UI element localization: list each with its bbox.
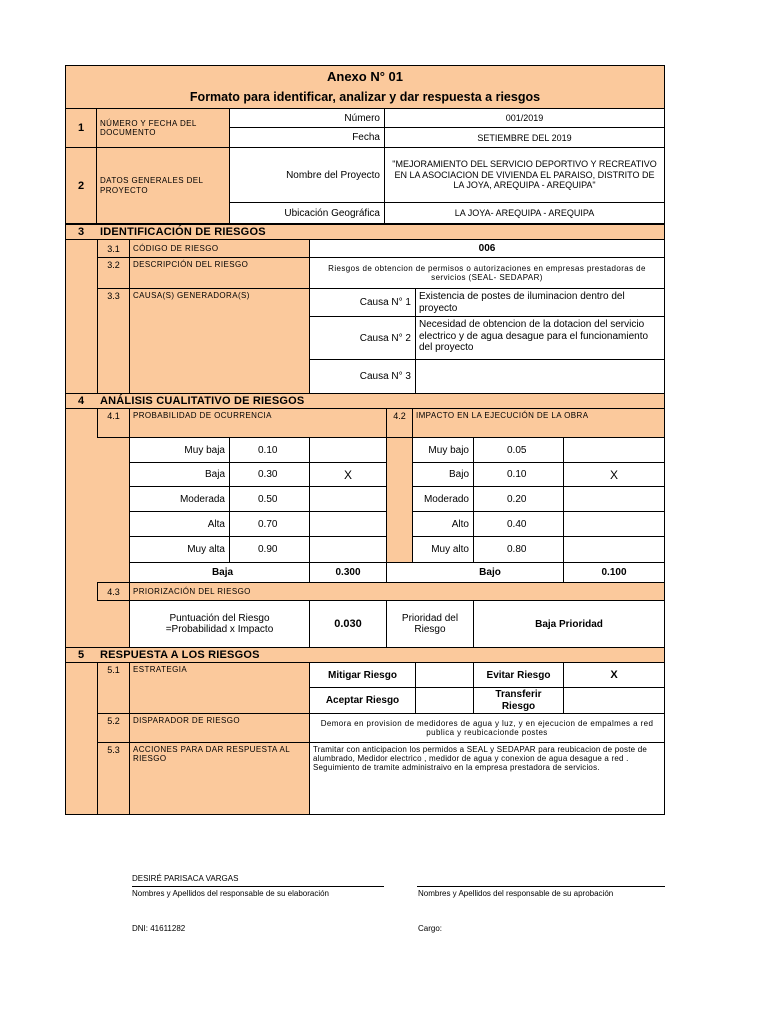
numero-value: 001/2019 bbox=[384, 108, 665, 128]
section-2-number: 2 bbox=[65, 147, 97, 224]
prioridad-label: Prioridad del Riesgo bbox=[386, 600, 474, 648]
prob-result-label: Baja bbox=[129, 562, 310, 583]
imp-value-muy-alto: 0.80 bbox=[473, 536, 564, 563]
prob-value-baja: 0.30 bbox=[229, 462, 310, 487]
row-3-3-number: 3.3 bbox=[97, 288, 130, 394]
row-5-3-number: 5.3 bbox=[97, 742, 130, 815]
ubicacion-value: LA JOYA- AREQUIPA - AREQUIPA bbox=[384, 202, 665, 224]
prob-value-moderada: 0.50 bbox=[229, 486, 310, 512]
row-5-1-number: 5.1 bbox=[97, 662, 130, 714]
imp-mark-alto bbox=[563, 511, 665, 537]
imp-label-muy-bajo: Muy bajo bbox=[412, 437, 474, 463]
dni: DNI: 41611282 bbox=[132, 924, 186, 933]
elaboracion-name: DESIRÉ PARISACA VARGAS bbox=[132, 874, 239, 883]
acciones-value: Tramitar con anticipacion los permidos a SEAL y SEDAPAR para reubicacion de poste de alumbrado, Medidor electrico , medidor de agua y conexion de agua desague a red . Seguimiento de tramite administraivo en la empresa prestadora de servicios. bbox=[309, 742, 665, 815]
row-5-2-number: 5.2 bbox=[97, 713, 130, 743]
section-1-number: 1 bbox=[65, 108, 97, 148]
estrategia-label: ESTRATEGIA bbox=[129, 662, 310, 714]
imp-result-label: Bajo bbox=[386, 562, 564, 583]
transferir-riesgo-label: Transferir Riesgo bbox=[473, 687, 564, 714]
section-5-title: RESPUESTA A LOS RIESGOS bbox=[100, 649, 260, 661]
prob-mark-moderada bbox=[309, 486, 387, 512]
aceptar-riesgo-label: Aceptar Riesgo bbox=[309, 687, 416, 714]
imp-value-moderado: 0.20 bbox=[473, 486, 564, 512]
aprobacion-signature-line bbox=[417, 886, 665, 887]
imp-label-muy-alto: Muy alto bbox=[412, 536, 474, 563]
causa-1-label: Causa N° 1 bbox=[309, 288, 416, 317]
probabilidad-label: PROBABILIDAD DE OCURRENCIA bbox=[129, 408, 387, 438]
causas-label: CAUSA(S) GENERADORA(S) bbox=[129, 288, 310, 394]
prob-result-value: 0.300 bbox=[309, 562, 387, 583]
imp-mark-muy-alto bbox=[563, 536, 665, 563]
proyecto-label: Nombre del Proyecto bbox=[229, 147, 385, 203]
section-4-number: 4 bbox=[77, 395, 85, 407]
causa-3-text bbox=[415, 359, 665, 394]
aprobacion-caption: Nombres y Apellidos del responsable de su aprobación bbox=[418, 889, 614, 898]
prob-mark-muy-baja bbox=[309, 437, 387, 463]
annex-title: Anexo N° 01 bbox=[65, 65, 665, 87]
imp-value-muy-bajo: 0.05 bbox=[473, 437, 564, 463]
row-4-2-number: 4.2 bbox=[386, 408, 413, 438]
prob-label-muy-alta: Muy alta bbox=[129, 536, 230, 563]
prob-value-alta: 0.70 bbox=[229, 511, 310, 537]
imp-value-alto: 0.40 bbox=[473, 511, 564, 537]
proyecto-value: "MEJORAMIENTO DEL SERVICIO DEPORTIVO Y RECREATIVO EN LA ASOCIACION DE VIVIENDA EL PARAISO, DISTRITO DE LA JOYA, AREQUIPA - AREQUIPA" bbox=[384, 147, 665, 203]
prob-mark-muy-alta bbox=[309, 536, 387, 563]
acciones-label: ACCIONES PARA DAR RESPUESTA AL RIESGO bbox=[129, 742, 310, 815]
disparador-label: DISPARADOR DE RIESGO bbox=[129, 713, 310, 743]
imp-label-bajo: Bajo bbox=[412, 462, 474, 487]
evitar-riesgo-mark: X bbox=[563, 662, 665, 688]
evitar-riesgo-label: Evitar Riesgo bbox=[473, 662, 564, 688]
fecha-value: SETIEMBRE DEL 2019 bbox=[384, 127, 665, 148]
transferir-riesgo-mark bbox=[563, 687, 665, 714]
numero-label: Número bbox=[229, 108, 385, 128]
imp-label-moderado: Moderado bbox=[412, 486, 474, 512]
impacto-label: IMPACTO EN LA EJECUCIÓN DE LA OBRA bbox=[412, 408, 665, 438]
section-5-number: 5 bbox=[77, 649, 85, 661]
prob-label-moderada: Moderada bbox=[129, 486, 230, 512]
causa-2-label: Causa N° 2 bbox=[309, 316, 416, 360]
row-4-1-number: 4.1 bbox=[97, 408, 130, 438]
section-2-label: DATOS GENERALES DEL PROYECTO bbox=[96, 147, 230, 224]
cargo: Cargo: bbox=[418, 924, 443, 933]
fecha-label: Fecha bbox=[229, 127, 385, 148]
codigo-riesgo-label: CÓDIGO DE RIESGO bbox=[129, 239, 310, 258]
row-4-3-number: 4.3 bbox=[97, 582, 130, 601]
imp-mark-bajo: X bbox=[563, 462, 665, 487]
prob-mark-alta bbox=[309, 511, 387, 537]
elaboracion-signature-line bbox=[132, 886, 384, 887]
mitigar-riesgo-label: Mitigar Riesgo bbox=[309, 662, 416, 688]
prob-label-alta: Alta bbox=[129, 511, 230, 537]
causa-3-label: Causa N° 3 bbox=[309, 359, 416, 394]
prob-mark-baja: X bbox=[309, 462, 387, 487]
ubicacion-label: Ubicación Geográfica bbox=[229, 202, 385, 224]
causa-1-text: Existencia de postes de iluminacion dentro del proyecto bbox=[415, 288, 665, 317]
aceptar-riesgo-mark bbox=[415, 687, 474, 714]
priorizacion-label: PRIORIZACIÓN DEL RIESGO bbox=[129, 582, 665, 601]
section-3-number: 3 bbox=[77, 226, 85, 238]
causa-2-text: Necesidad de obtencion de la dotacion del servicio electrico y de agua desague para el funcionamiento del proyecto bbox=[415, 316, 665, 360]
disparador-value: Demora en provision de medidores de agua y luz, y en ejecucion de empalmes a red publica y reubicacionde postes bbox=[309, 713, 665, 743]
mitigar-riesgo-mark bbox=[415, 662, 474, 688]
prioridad-value: Baja Prioridad bbox=[473, 600, 665, 648]
puntuacion-value: 0.030 bbox=[309, 600, 387, 648]
row-3-2-number: 3.2 bbox=[97, 257, 130, 289]
descripcion-riesgo-label: DESCRIPCIÓN DEL RIESGO bbox=[129, 257, 310, 289]
imp-mark-muy-bajo bbox=[563, 437, 665, 463]
section-4-title: ANÁLISIS CUALITATIVO DE RIESGOS bbox=[100, 395, 305, 407]
form-subtitle: Formato para identificar, analizar y dar respuesta a riesgos bbox=[65, 86, 665, 109]
section-1-label: NÚMERO Y FECHA DEL DOCUMENTO bbox=[96, 108, 230, 148]
imp-label-alto: Alto bbox=[412, 511, 474, 537]
imp-mark-moderado bbox=[563, 486, 665, 512]
imp-value-bajo: 0.10 bbox=[473, 462, 564, 487]
elaboracion-caption: Nombres y Apellidos del responsable de su elaboración bbox=[132, 889, 330, 898]
prob-value-muy-alta: 0.90 bbox=[229, 536, 310, 563]
section-3-title: IDENTIFICACIÓN DE RIESGOS bbox=[100, 226, 266, 238]
puntuacion-label: Puntuación del Riesgo =Probabilidad x Impacto bbox=[129, 600, 310, 648]
codigo-riesgo-value: 006 bbox=[309, 239, 665, 258]
imp-result-value: 0.100 bbox=[563, 562, 665, 583]
prob-value-muy-baja: 0.10 bbox=[229, 437, 310, 463]
prob-label-muy-baja: Muy baja bbox=[129, 437, 230, 463]
descripcion-riesgo-value: Riesgos de obtencion de permisos o autorizaciones en empresas prestadoras de servicios (SEAL- SEDAPAR) bbox=[309, 257, 665, 289]
prob-label-baja: Baja bbox=[129, 462, 230, 487]
row-3-1-number: 3.1 bbox=[97, 239, 130, 258]
